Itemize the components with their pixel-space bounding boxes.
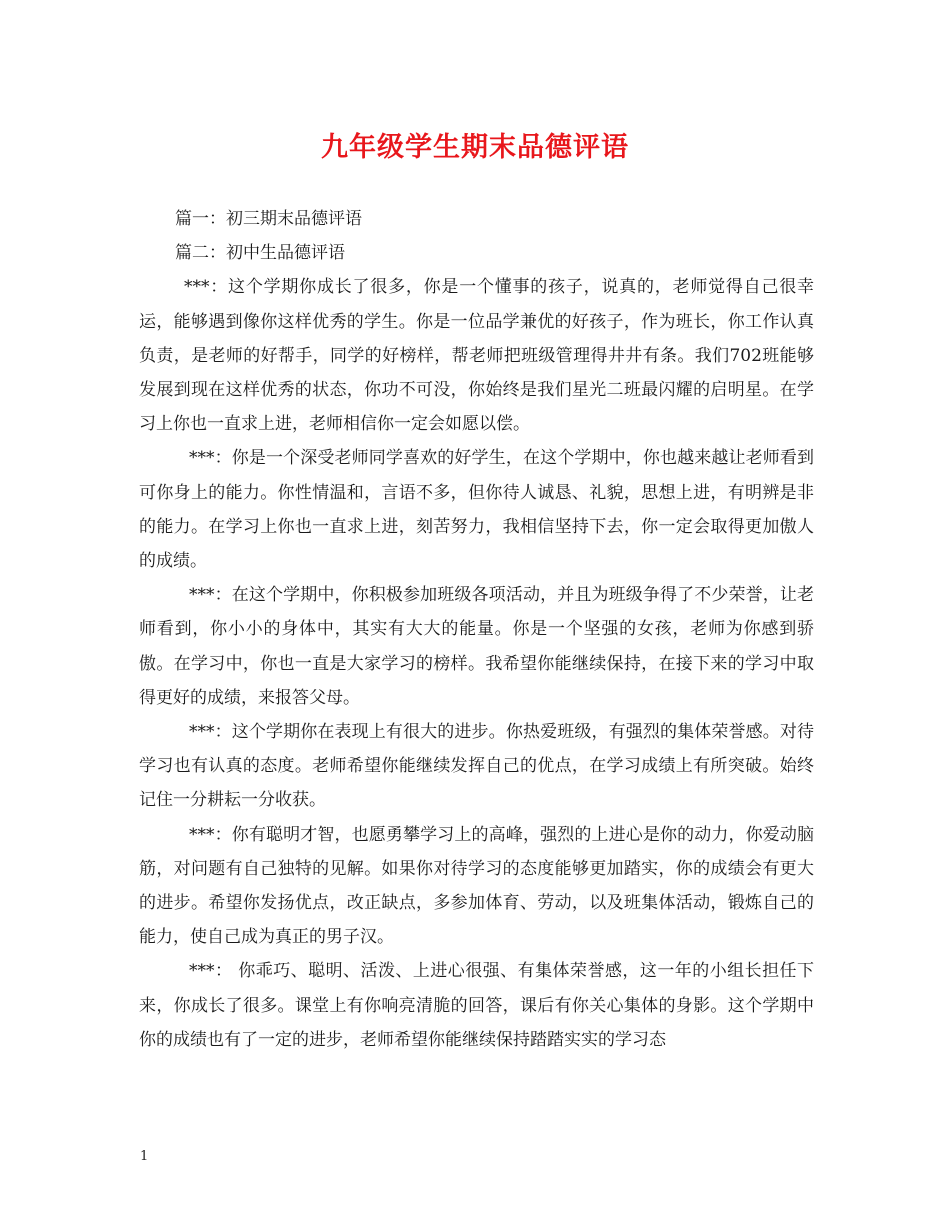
page-number: 1 — [140, 1149, 149, 1164]
comment-paragraph-6: ***： 你乖巧、聪明、活泼、上进心很强、有集体荣誉感，这一年的小组长担任下来，你成长了很多。课堂上有你响亮清脆的回答，课后有你关心集体的身影。这个学期中你的成绩也有了一定的进步，老师希望你能继续保持踏踏实实的学习态 — [139, 961, 814, 1050]
toc-item-2: 篇二：初中生品德评语 — [175, 243, 345, 264]
comment-paragraph-1: ***：这个学期你成长了很多，你是一个懂事的孩子，说真的，老师觉得自己很幸运，能够遇到像你这样优秀的学生。你是一位品学兼优的好孩子，作为班长，你工作认真负责，是老师的好帮手，同学的好榜样，帮老师把班级管理得井井有条。我们702班能够发展到现在这样优秀的状态，你功不可没，你始终是我们星光二班最闪耀的启明星。在学习上你也一直求上进，老师相信你一定会如愿以偿。 — [139, 277, 814, 435]
document-body — [139, 202, 814, 1057]
document-title: 九年级学生期末品德评语 — [321, 132, 629, 163]
comment-paragraph-3: ***：在这个学期中，你积极参加班级各项活动，并且为班级争得了不少荣誉，让老师看到，你小小的身体中，其实有大大的能量。你是一个坚强的女孩，老师为你感到骄傲。在学习中，你也一直是大家学习的榜样。我希望你能继续保持，在接下来的学习中取得更好的成绩，来报答父母。 — [139, 585, 814, 708]
toc-item-1: 篇一：初三期末品德评语 — [175, 209, 362, 229]
comment-paragraph-5: ***：你有聪明才智，也愿勇攀学习上的高峰，强烈的上进心是你的动力，你爱动脑筋，对问题有自己独特的见解。如果你对待学习的态度能够更加踏实，你的成绩会有更大的进步。希望你发扬优点，改正缺点，多参加体育、劳动，以及班集体活动，锻炼自己的能力，使自己成为真正的男子汉。 — [139, 824, 814, 948]
comment-paragraph-2: ***：你是一个深受老师同学喜欢的好学生，在这个学期中，你也越来越让老师看到可你身上的能力。你性情温和，言语不多，但你待人诚恳、礼貌，思想上进，有明辨是非的能力。在学习上你也一直求上进，刻苦努力，我相信坚持下去，你一定会取得更加傲人的成绩。 — [139, 448, 814, 572]
comment-paragraph-4: ***：这个学期你在表现上有很大的进步。你热爱班级，有强烈的集体荣誉感。对待学习也有认真的态度。老师希望你能继续发挥自己的优点，在学习成绩上有所突破。始终记住一分耕耘一分收获。 — [139, 722, 814, 811]
